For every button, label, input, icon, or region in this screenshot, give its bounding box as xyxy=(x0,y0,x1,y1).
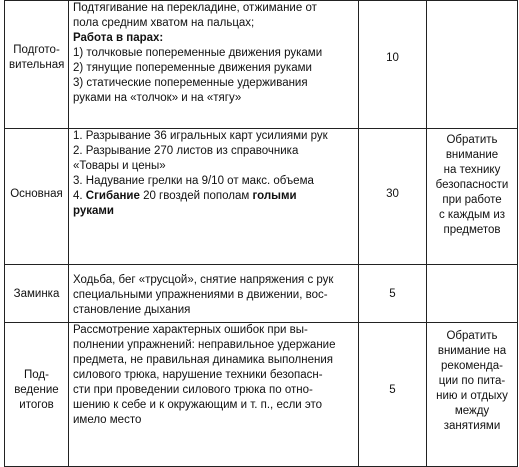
training-plan-table xyxy=(4,0,518,467)
content-line: сти при проведении силового трюка по отно- xyxy=(73,384,313,396)
time-cell xyxy=(359,323,427,467)
stage-text: Заминка xyxy=(13,288,60,300)
content-line: Рассмотрение характерных ошибок при вы- xyxy=(73,324,308,336)
note-cell xyxy=(427,1,518,129)
time-value: 10 xyxy=(386,52,399,64)
note-line: Обратить xyxy=(446,134,498,146)
content-line: руками на «толчок» и на «тягу» xyxy=(73,92,242,104)
note-cell xyxy=(427,265,518,323)
stage-cell xyxy=(5,129,69,265)
note-line: на технику xyxy=(443,164,501,176)
content-fragment: 4. xyxy=(73,190,86,202)
stage-text: итогов xyxy=(19,399,54,411)
content-line: Ходьба, бег «трусцой», снятие напряжения с рук xyxy=(73,274,334,286)
stage-text: вительная xyxy=(9,58,65,71)
content-fragment-bold: голыми xyxy=(252,190,297,202)
stage-cell xyxy=(5,265,69,323)
stage-text: ведение xyxy=(14,384,59,396)
stage-text: Подгото- xyxy=(13,43,60,56)
content-fragment-bold: Сгибание xyxy=(85,190,140,202)
content-cell xyxy=(69,129,359,265)
note-line: предметов xyxy=(443,224,501,236)
content-line: 3. Надувание грелки на 9/10 от макс. объема xyxy=(73,175,314,187)
content-fragment: 20 гвоздей пополам xyxy=(139,190,253,202)
content-line: предмета, не правильная динамика выполнения xyxy=(73,354,333,366)
time-cell xyxy=(359,129,427,265)
note-line: внимание на xyxy=(437,345,507,357)
content-cell xyxy=(69,323,359,467)
note-line: внимание xyxy=(445,149,499,161)
content-line: 1) толчковые попеременные движения руками xyxy=(73,47,323,59)
content-line: имело место xyxy=(73,414,142,426)
content-cell xyxy=(69,1,359,129)
content-line: 2. Разрывание 270 листов из справочника xyxy=(73,145,299,157)
content-line xyxy=(73,189,354,204)
content-line: Подтягивание на перекладине, отжимание от xyxy=(73,2,317,14)
content-cell xyxy=(69,265,359,323)
note-line: с каждым из xyxy=(438,209,506,221)
table-row-main xyxy=(5,129,518,265)
note-line: занятиями xyxy=(443,420,501,432)
content-line: 3) статические попеременные удерживания xyxy=(73,77,308,89)
time-value: 5 xyxy=(389,288,396,300)
time-cell xyxy=(359,265,427,323)
note-line: безопасности xyxy=(435,179,509,191)
stage-text: Основная xyxy=(10,188,63,200)
content-line: 2) тянущие попеременные движения руками xyxy=(73,62,312,74)
stage-cell xyxy=(5,1,69,129)
content-line: пола средним хватом на пальцах; xyxy=(73,17,255,29)
content-line: становление дыхания xyxy=(73,304,191,316)
note-line: между xyxy=(454,405,490,417)
time-value: 5 xyxy=(389,384,396,396)
content-line: силового трюка, нарушение техники безопасн- xyxy=(73,369,323,381)
content-line: 1. Разрывание 36 игральных карт усилиями рук xyxy=(73,130,328,142)
content-line: полнении упражнений: неправильное удержание xyxy=(73,339,336,351)
table-row-preparatory xyxy=(5,1,518,129)
content-line: «Товары и цены» xyxy=(73,160,166,172)
note-line: рекоменда- xyxy=(441,360,503,372)
note-line: ции по пита- xyxy=(438,375,506,387)
stage-cell xyxy=(5,323,69,467)
note-cell xyxy=(427,323,518,467)
stage-text: Под- xyxy=(24,369,49,381)
table-row-cooldown xyxy=(5,265,518,323)
content-line-bold: Работа в парах: xyxy=(73,32,164,44)
time-value: 30 xyxy=(386,188,399,200)
time-cell xyxy=(359,1,427,129)
table-row-summary xyxy=(5,323,518,467)
note-line: нию и отдыху xyxy=(436,390,508,402)
content-line: шению к себе и к окружающим и т. п., если это xyxy=(73,399,323,411)
note-line: при работе xyxy=(442,194,502,206)
note-cell xyxy=(427,129,518,265)
content-line-bold: руками xyxy=(73,205,114,217)
note-line: Обратить xyxy=(446,330,498,342)
content-line: специальными упражнениями в движении, вос- xyxy=(73,289,328,301)
